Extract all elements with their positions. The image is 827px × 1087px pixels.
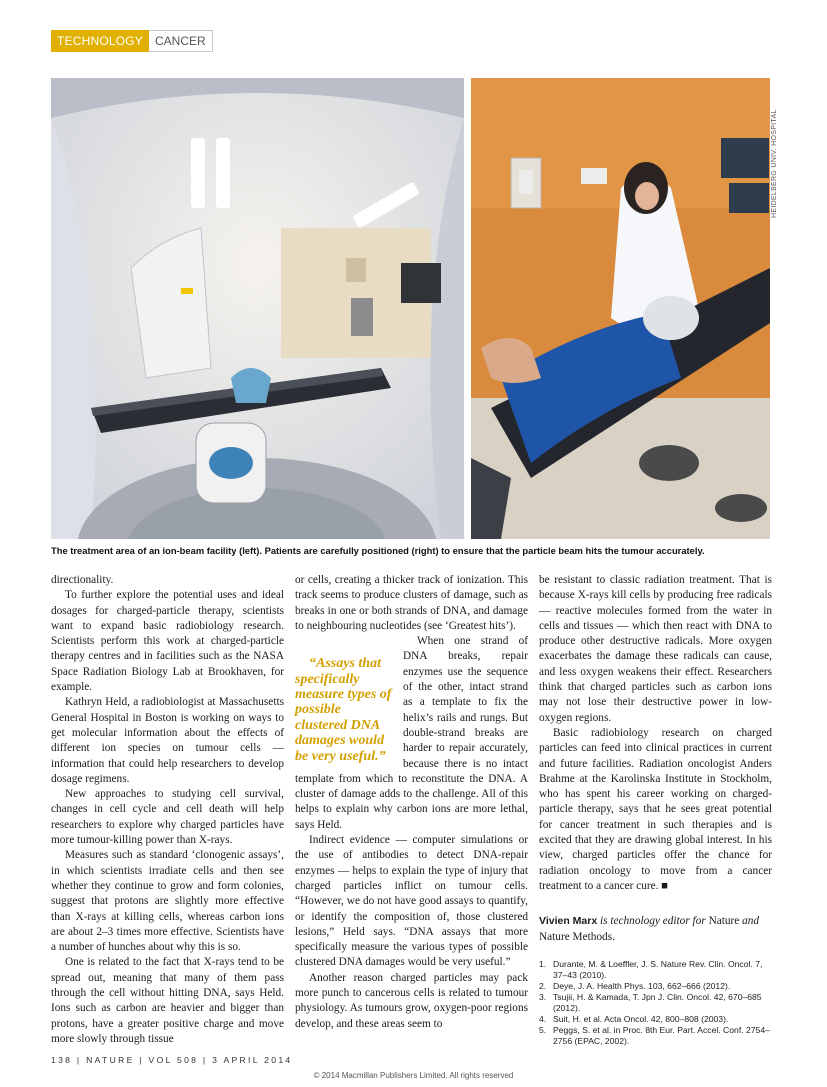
paragraph: Basic radiobiology research on charged particles can feed into clinical practices in current and future facilities. Radiation oncologist Anders Brahme at the Karolinska Institute in Stockholm, who has spent his career working on charged-particle therapy, says that he sees great potential for cancer treatment in such therapies and is excited that they are drawing global interest. In his view, charged particles offer the chance for radiation oncology to move from a cancer treatment to a cancer cure. ■: [539, 726, 772, 892]
reference-number: 4.: [539, 1013, 547, 1024]
bio-text: and: [739, 915, 760, 928]
reference-number: 1.: [539, 958, 547, 969]
paragraph: Indirect evidence — computer simulations or the use of antibodies to detect DNA-repair enzymes — helps to explain the type of injury that charged particles inflict on tumour cells. “However, we do not have good assays to quantify, or identify the composition of, those clustered lesions,” Held says. “DNA assays that more specifically measure the various types of possible clustered DNA damages would be very useful.”: [295, 834, 528, 969]
reference-number: 5.: [539, 1024, 547, 1035]
page-folio: 138 | NATURE | VOL 508 | 3 APRIL 2014: [51, 1055, 293, 1065]
text-column-3: [539, 573, 772, 1047]
journal-name: Nature Methods: [539, 930, 613, 943]
photo-credit: HEIDELBERG UNIV. HOSPITAL: [771, 109, 778, 218]
section-header: [51, 30, 213, 52]
reference-text: Suit, H. et al. Acta Oncol. 42, 800–808 (2003).: [553, 1013, 729, 1024]
subsection-tag: CANCER: [149, 30, 213, 52]
patient-positioning-illustration: [471, 78, 770, 539]
journal-name: Nature: [708, 915, 740, 928]
treatment-room-illustration: [51, 78, 464, 539]
paragraph: directionality.: [51, 574, 114, 586]
paragraph: New approaches to studying cell survival, changes in cell cycle and cell death will help researchers to explore why charged particles have more tumour-killing power than X-rays.: [51, 788, 284, 847]
reference-number: 2.: [539, 980, 547, 991]
paragraph: To further explore the potential uses and ideal dosages for charged-particle therapy, scientists want to expand basic radiobiology research. Scientists perform this work at charged-particle therapy centres and in facilities such as the NASA Space Radiation Biology Lab at Brookhaven, for example.: [51, 589, 284, 694]
photo-ion-beam-treatment-room: [51, 78, 464, 539]
reference-text: Tsujii, H. & Kamada, T. Jpn J. Clin. Oncol. 42, 670–685 (2012).: [553, 991, 762, 1013]
reference-number: 3.: [539, 991, 547, 1002]
paragraph: Another reason charged particles may pack more punch to cancerous cells is related to tumour physiology. As tumours grow, oxygen-poor regions develop, and these areas seem to: [295, 971, 528, 1030]
reference-text: Peggs, S. et al. in Proc. 8th Eur. Part. Accel. Conf. 2754–2756 (EPAC, 2002).: [553, 1024, 770, 1046]
author-name: Vivien Marx: [539, 915, 598, 928]
photo-patient-positioning: [471, 78, 770, 539]
paragraph: Kathryn Held, a radiobiologist at Massachusetts General Hospital in Boston is working on ways to get molecular information about the effects of different ion species on tumour cells — information that could help researchers to develop dosage regimens.: [51, 696, 284, 785]
reference-text: Deye, J. A. Health Phys. 103, 662–666 (2012).: [553, 980, 731, 991]
paragraph: be resistant to classic radiation treatment. That is because X-rays kill cells by producing free radicals — reactive molecules formed from the water in cells and tissues — which then react with DNA to produce other destructive radicals. More oxygen exacerbates the damage these radicals can cause, and less oxygen weakens their effect. Researchers think that charged particles such as carbon ions may not lose their destructive power in low-oxygen regions.: [539, 574, 772, 724]
reference-item: [539, 959, 772, 981]
reference-item: [539, 1025, 772, 1047]
photo-spread: [51, 78, 770, 539]
reference-item: [539, 992, 772, 1014]
text-column-2: [295, 573, 528, 1032]
paragraph: Measures such as standard ‘clonogenic assays’, in which scientists irradiate cells and then see whether they continue to grow and form colonies, suggest that protons are slightly more effective than X-rays at killing cells, whereas carbon ions are about 2–3 times more effective. Scientists have a number of hunches about why this is so.: [51, 849, 284, 954]
paragraph: or cells, creating a thicker track of ionization. This track seems to produce clusters of damage, such as breaks in one or both strands of DNA, and damage to neighbouring nucleotides (see ‘Greatest hits’).: [295, 574, 528, 632]
reference-item: [539, 1014, 772, 1025]
reference-text: Durante, M. & Loeffler, J. S. Nature Rev. Clin. Oncol. 7, 37–43 (2010).: [553, 958, 763, 980]
reference-list: [539, 959, 772, 1047]
reference-item: [539, 981, 772, 992]
bio-text: is technology editor for: [597, 915, 709, 928]
paragraph: One is related to the fact that X-rays tend to be spread out, meaning that many of them pass through the cell without hitting DNA, says Held. Ions such as carbon are heavier and bigger than protons, have a greater positive charge and move more slowly through tissue: [51, 956, 284, 1045]
pull-quote: “Assays that specifically measure types of possible clustered DNA damages would be very useful.”: [295, 656, 392, 764]
photo-caption: The treatment area of an ion-beam facility (left). Patients are carefully positioned (right) to ensure that the particle beam hits the tumour accurately.: [51, 545, 705, 556]
paragraph: [295, 634, 528, 833]
copyright-notice: © 2014 Macmillan Publishers Limited. All rights reserved: [313, 1071, 514, 1080]
bio-text: .: [612, 930, 615, 943]
text-column-1: [51, 573, 284, 1047]
author-bio: [539, 914, 772, 945]
section-tag: TECHNOLOGY: [51, 30, 149, 52]
paragraph-text: When one strand of DNA breaks, repair enzymes use the sequence of the other, intact strand as a template to fix the helix’s rails and rungs. But double-strand breaks are harder to repair accurately, because there is no intact template from which to reconstitute the DNA. A cluster of damage adds to the challenge. All of this helps to explain why carbon ions are more lethal, says Held.: [295, 635, 528, 831]
